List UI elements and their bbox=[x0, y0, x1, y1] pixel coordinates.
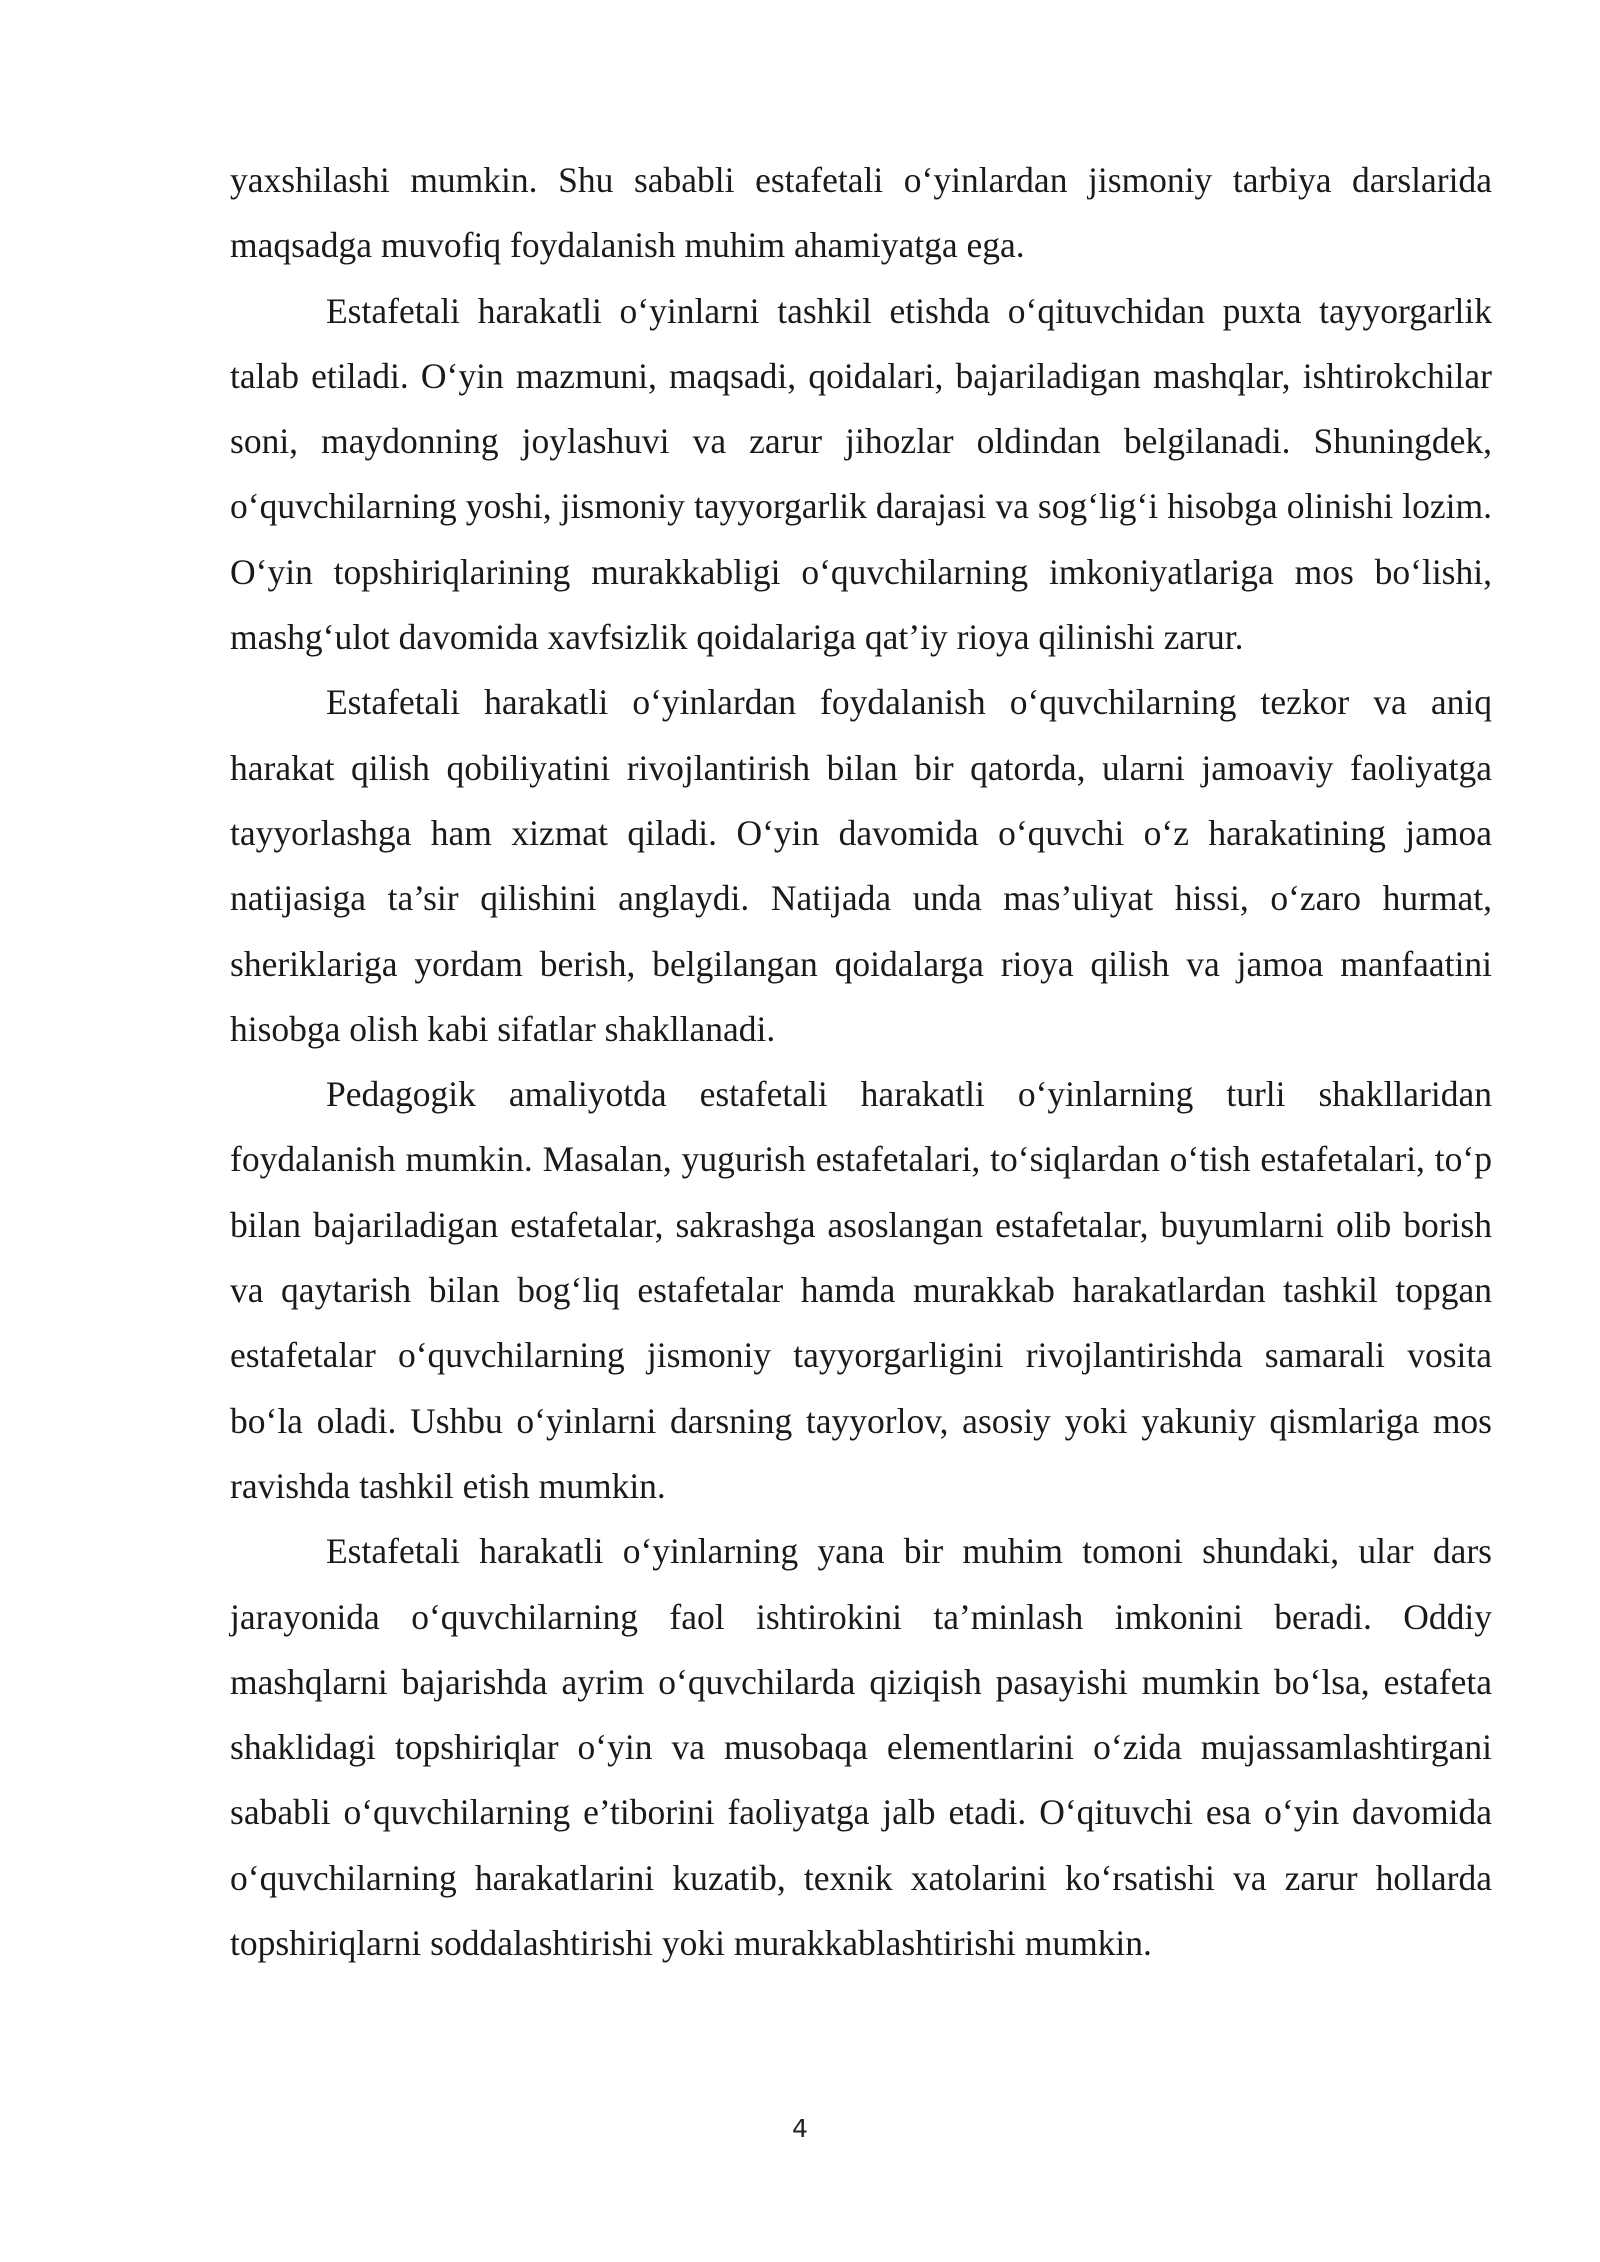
page-number: 4 bbox=[792, 2114, 808, 2143]
paragraph-continuation: yaxshilashi mumkin. Shu sababli estafetali o‘yinlardan jismoniy tarbiya darslarida maqsadga muvofiq foydalanish muhim ahamiyatga ega. bbox=[230, 160, 1492, 266]
paragraph-organization: Estafetali harakatli o‘yinlarni tashkil etishda o‘qituvchidan puxta tayyorgarlik talab etiladi. O‘yin mazmuni, maqsadi, qoidalari, bajariladigan mashqlar, ishtirokchilar soni, maydonning joylashuvi va zarur jihozlar oldindan belgilanadi. Shuningdek, o‘quvchilarning yoshi, jismoniy tayyorgarlik darajasi va sog‘lig‘i hisobga olinishi lozim. O‘yin topshiriqlarining murakkabligi o‘quvchilarning imkoniyatlariga mos bo‘lishi, mashg‘ulot davomida xavfsizlik qoidalariga qat’iy rioya qilinishi zarur. bbox=[230, 290, 1492, 658]
paragraph-teamwork: Estafetali harakatli o‘yinlardan foydalanish o‘quvchilarning tezkor va aniq harakat qilish qobiliyatini rivojlantirish bilan bir qatorda, ularni jamoaviy faoliyatga tayyorlashga ham xizmat qiladi. O‘yin davomida o‘quvchi o‘z harakatining jamoa natijasiga ta’sir qilishini anglaydi. Natijada unda mas’uliyat hissi, o‘zaro hurmat, sheriklariga yordam berish, belgilangan qoidalarga rioya qilish va jamoa manfaatini hisobga olish kabi sifatlar shakllanadi. bbox=[230, 682, 1492, 1049]
document-body bbox=[230, 148, 1492, 1976]
paragraph-relay-types: Pedagogik amaliyotda estafetali harakatli o‘yinlarning turli shakllaridan foydalanish mumkin. Masalan, yugurish estafetalari, to‘siqlardan o‘tish estafetalari, to‘p bilan bajariladigan estafetalar, sakrashga asoslangan estafetalar, buyumlarni olib borish va qaytarish bilan bog‘liq estafetalar hamda murakkab harakatlardan tashkil topgan estafetalar o‘quvchilarning jismoniy tayyorgarligini rivojlantirishda samarali vosita bo‘la oladi. Ushbu o‘yinlarni darsning tayyorlov, asosiy yoki yakuniy qismlariga mos ravishda tashkil etish mumkin. bbox=[230, 1074, 1492, 1506]
paragraph-engagement: Estafetali harakatli o‘yinlarning yana bir muhim tomoni shundaki, ular dars jarayonida o‘quvchilarning faol ishtirokini ta’minlash imkonini beradi. Oddiy mashqlarni bajarishda ayrim o‘quvchilarda qiziqish pasayishi mumkin bo‘lsa, estafeta shaklidagi topshiriqlar o‘yin va musobaqa elementlarini o‘zida mujassamlashtirgani sababli o‘quvchilarning e’tiborini faoliyatga jalb etadi. O‘qituvchi esa o‘yin davomida o‘quvchilarning harakatlarini kuzatib, texnik xatolarini ko‘rsatishi va zarur hollarda topshiriqlarni soddalashtirishi yoki murakkablashtirishi mumkin. bbox=[230, 1531, 1492, 1964]
